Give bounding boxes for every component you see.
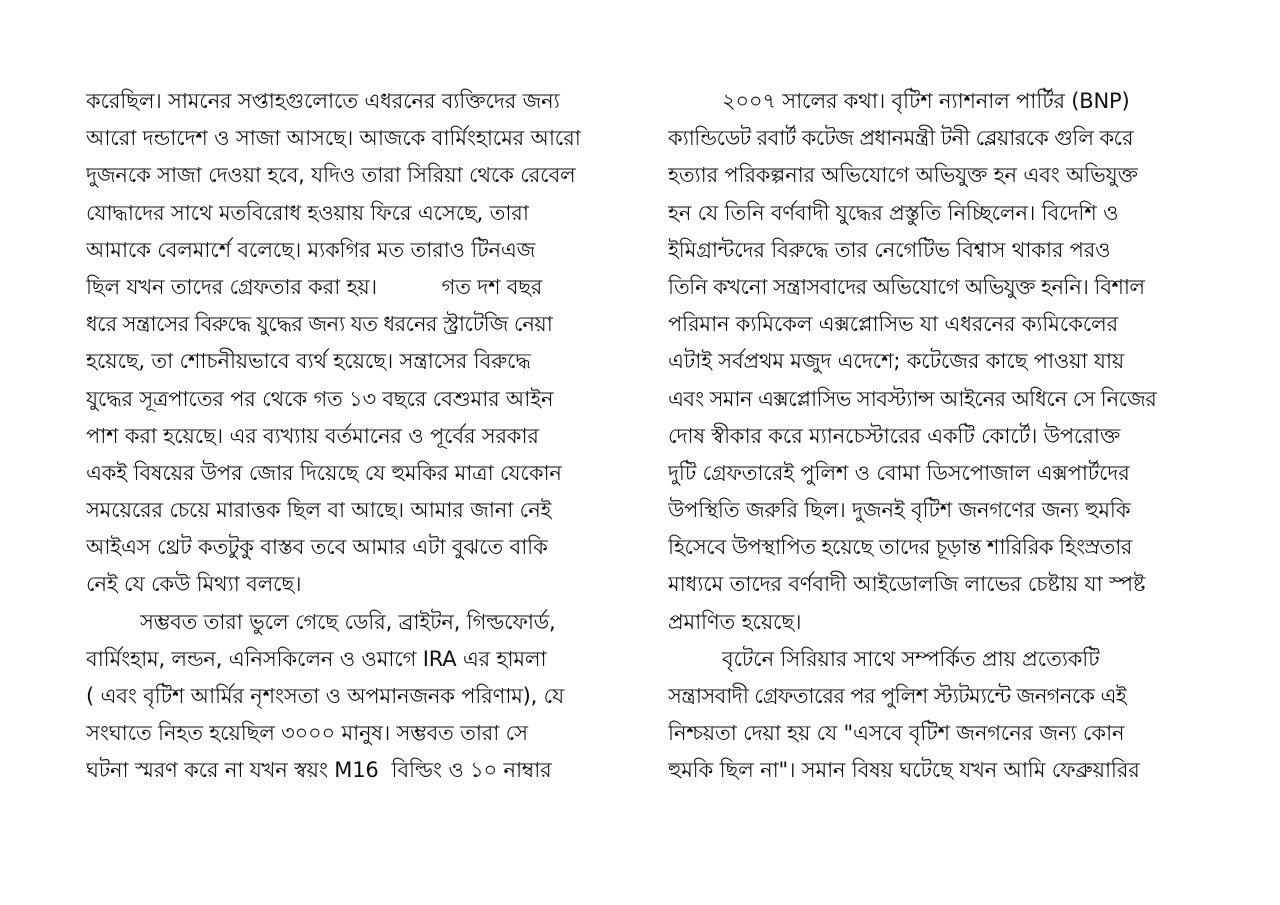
text-line: এবং সমান এক্সপ্লোসিভ সাবস্ট্যান্স আইনের অধিনে সে নিজের xyxy=(668,386,1157,411)
text-line: ( এবং বৃটিশ আর্মির নৃশংসতা ও অপমানজনক পরিণাম), যে xyxy=(86,684,565,708)
text-line: বার্মিংহাম, লন্ডন, এনিসকিলেন ও ওমাগে IRA এর হামলা xyxy=(86,646,547,671)
text-line: নেই যে কেউ মিথ্যা বলছে। xyxy=(86,572,302,597)
paragraph-first-line: ২০০৭ সালের কথা। বৃটিশ ন্যাশনাল পার্টির (BNP) xyxy=(722,89,1130,113)
text-line: দুটি গ্রেফতারেই পুলিশ ও বোমা ডিসপোজাল এক্সপার্টদের xyxy=(668,460,1130,485)
text-line: সন্ত্রাসবাদী গ্রেফতারের পর পুলিশ স্ট্যটম্যন্টে জনগনকে এই xyxy=(668,684,1127,708)
text-line: হয়েছে, তা শোচনীয়ভাবে ব্যর্থ হয়েছে। সন্ত্রাসের বিরুদ্ধে xyxy=(86,349,531,374)
text-line: দুজনকে সাজা দেওয়া হবে, যদিও তারা সিরিয়া থেকে রেবেল xyxy=(86,163,576,188)
text-line: আমাকে বেলমার্শে বলেছে। ম্যকগির মত তারাও টিনএজ xyxy=(86,237,536,262)
text-line: হত্যার পরিকল্পনার অভিযোগে অভিযুক্ত হন এবং অভিযুক্ত xyxy=(668,163,1138,188)
text-line: হুমকি ছিল না"। সমান বিষয় ঘটেছে যখন আমি ফেব্রুয়ারির xyxy=(668,758,1140,783)
text-line: ইমিগ্রান্টদের বিরুদ্ধে তার নেগেটিভ বিশ্বাস থাকার পরও xyxy=(668,237,1111,262)
text-line: সংঘাতে নিহত হয়েছিল ৩০০০ মানুষ। সম্ভবত তারা সে xyxy=(86,721,528,746)
paragraph-first-line: সম্ভবত তারা ভুলে গেছে ডেরি, ব্রাইটন, গিল্ডফোর্ড, xyxy=(140,609,556,634)
text-line: আইএস থ্রেট কতটুকু বাস্তব তবে আমার এটা বুঝতে বাকি xyxy=(86,535,548,560)
text-line: এটাই সর্বপ্রথম মজুদ এদেশে; কটেজের কাছে পাওয়া যায় xyxy=(668,349,1125,374)
text-line: পাশ করা হয়েছে। এর ব্যখ্যায় বর্তমানের ও পূর্বের সরকার xyxy=(86,423,539,448)
text-line: যোদ্ধাদের সাথে মতবিরোধ হওয়ায় ফিরে এসেছে, তারা xyxy=(86,200,529,225)
text-line: ছিল যখন তাদের গ্রেফতার করা হয়। গত দশ বছর xyxy=(86,274,543,299)
left-text-column xyxy=(86,83,626,790)
right-text-column xyxy=(668,83,1198,790)
text-line: ঘটনা স্মরণ করে না যখন স্বয়ং M16 বিল্ডিং ও ১০ নাম্বার xyxy=(86,758,552,783)
text-line: ধরে সন্ত্রাসের বিরুদ্ধে যুদ্ধের জন্য যত ধরনের স্ট্রাটেজি নেয়া xyxy=(86,312,553,337)
text-line: দোষ স্বীকার করে ম্যানচেস্টারের একটি কোর্টে। উপরোক্ত xyxy=(668,423,1121,448)
text-line: পরিমান ক্যমিকেল এক্সপ্লোসিভ যা এধরনের ক্যমিকেলের xyxy=(668,312,1118,337)
text-line: যুদ্ধের সূত্রপাতের পর থেকে গত ১৩ বছরে বেশুমার আইন xyxy=(86,386,554,411)
text-line: আরো দন্ডাদেশ ও সাজা আসছে। আজকে বার্মিংহামের আরো xyxy=(86,126,581,151)
text-line: হিসেবে উপস্থাপিত হয়েছে তাদের চূড়ান্ত শারিরিক হিংস্রতার xyxy=(668,535,1132,560)
text-line: করেছিল। সামনের সপ্তাহগুলোতে এধরনের ব্যক্তিদের জন্য xyxy=(86,89,560,113)
text-line: প্রমাণিত হয়েছে। xyxy=(668,609,802,634)
text-line: তিনি কখনো সন্ত্রাসবাদের অভিযোগে অভিযুক্ত হননি। বিশাল xyxy=(668,274,1145,299)
text-line: মাধ্যমে তাদের বর্ণবাদী আইডোলজি লাভের চেষ্টায় যা স্পষ্ট xyxy=(668,572,1146,597)
text-line: ক্যান্ডিডেট রবার্ট কটেজ প্রধানমন্ত্রী টনী ব্লেয়ারকে গুলি করে xyxy=(668,126,1133,151)
text-line: নিশ্চয়তা দেয়া হয় যে "এসবে বৃটিশ জনগনের জন্য কোন xyxy=(668,721,1125,746)
paragraph-first-line: বৃটেনে সিরিয়ার সাথে সম্পর্কিত প্রায় প্রত্যেকটি xyxy=(722,646,1100,671)
text-line: সময়েরের চেয়ে মারাত্তক ছিল বা আছে। আমার জানা নেই xyxy=(86,498,552,523)
text-line: উপস্থিতি জরুরি ছিল। দুজনই বৃটিশ জনগণের জন্য হুমকি xyxy=(668,498,1131,523)
text-line: একই বিষয়ের উপর জোর দিয়েছে যে হুমকির মাত্রা যেকোন xyxy=(86,460,562,485)
text-line: হন যে তিনি বর্ণবাদী যুদ্ধের প্রস্তুতি নিচ্ছিলেন। বিদেশি ও xyxy=(668,200,1119,225)
